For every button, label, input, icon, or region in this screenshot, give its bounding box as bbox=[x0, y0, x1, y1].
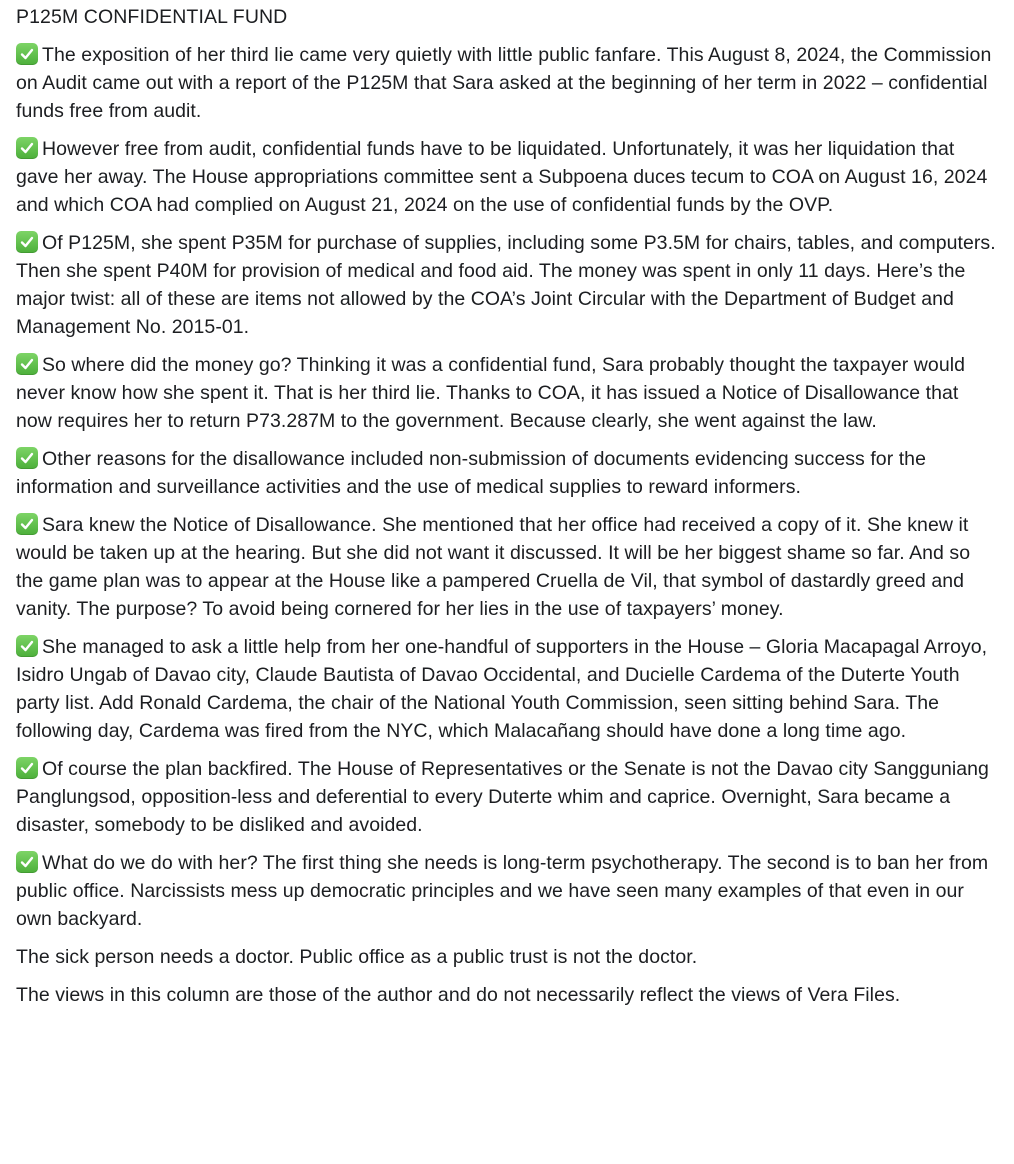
paragraph-2 bbox=[16, 135, 998, 219]
check-mark-icon bbox=[16, 513, 38, 535]
check-mark-icon bbox=[16, 757, 38, 779]
check-mark-icon bbox=[16, 43, 38, 65]
check-mark-icon bbox=[16, 137, 38, 159]
disclaimer-paragraph bbox=[16, 981, 998, 1009]
paragraph-text: Other reasons for the disallowance included non-submission of documents evidencing success for the information and surveillance activities and the use of medical supplies to reward informers. bbox=[16, 448, 926, 498]
paragraph-9 bbox=[16, 849, 998, 933]
paragraph-text: Of course the plan backfired. The House of Representatives or the Senate is not the Davao city Sangguniang Panglungsod, opposition-less and deferential to every Duterte whim and caprice. Overnight, Sara became a disaster, somebody to be disliked and avoided. bbox=[16, 758, 989, 836]
paragraph-text: So where did the money go? Thinking it was a confidential fund, Sara probably thought the taxpayer would never know how she spent it. That is her third lie. Thanks to COA, it has issued a Notice of Disallowance that now requires her to return P73.287M to the government. Because clearly, she went against the law. bbox=[16, 354, 966, 432]
paragraph-7 bbox=[16, 633, 998, 745]
paragraph-1 bbox=[16, 41, 998, 125]
check-mark-icon bbox=[16, 447, 38, 469]
paragraph-8 bbox=[16, 755, 998, 839]
paragraph-text: However free from audit, confidential funds have to be liquidated. Unfortunately, it was her liquidation that gave her away. The House appropriations committee sent a Subpoena duces tecum to COA on August 16, 2024 and which COA had complied on August 21, 2024 on the use of confidential funds by the OVP. bbox=[16, 138, 988, 216]
paragraph-text: Sara knew the Notice of Disallowance. She mentioned that her office had received a copy of it. She knew it would be taken up at the hearing. But she did not want it discussed. It will be her biggest shame so far. And so the game plan was to appear at the House like a pampered Cruella de Vil, that symbol of dastardly greed and vanity. The purpose? To avoid being cornered for her lies in the use of taxpayers’ money. bbox=[16, 514, 971, 620]
paragraph-text: The exposition of her third lie came very quietly with little public fanfare. This August 8, 2024, the Commission on Audit came out with a report of the P125M that Sara asked at the beginning of her term in 2022 – confidential funds free from audit. bbox=[16, 44, 992, 122]
check-mark-icon bbox=[16, 231, 38, 253]
check-mark-icon bbox=[16, 851, 38, 873]
paragraph-text: The sick person needs a doctor. Public office as a public trust is not the doctor. bbox=[16, 946, 698, 968]
check-mark-icon bbox=[16, 353, 38, 375]
paragraph-10 bbox=[16, 943, 998, 971]
paragraph-5 bbox=[16, 445, 998, 501]
paragraph-text: The views in this column are those of the author and do not necessarily reflect the views of Vera Files. bbox=[16, 984, 901, 1006]
check-mark-icon bbox=[16, 635, 38, 657]
paragraph-text: She managed to ask a little help from her one-handful of supporters in the House – Gloria Macapagal Arroyo, Isidro Ungab of Davao city, Claude Bautista of Davao Occidental, and Ducielle Cardema of the Duterte Youth party list. Add Ronald Cardema, the chair of the National Youth Commission, seen sitting behind Sara. The following day, Cardema was fired from the NYC, which Malacañang should have done a long time ago. bbox=[16, 636, 988, 742]
paragraph-6 bbox=[16, 511, 998, 623]
post-title: P125M CONFIDENTIAL FUND bbox=[16, 6, 288, 28]
paragraph-text: Of P125M, she spent P35M for purchase of supplies, including some P3.5M for chairs, tables, and computers. Then she spent P40M for provision of medical and food aid. The money was spent in only 11 days. Here’s the major twist: all of these are items not allowed by the COA’s Joint Circular with the Department of Budget and Management No. 2015-01. bbox=[16, 232, 996, 338]
paragraph-text: What do we do with her? The first thing she needs is long-term psychotherapy. The second is to ban her from public office. Narcissists mess up democratic principles and we have seen many examples of that even in our own backyard. bbox=[16, 852, 989, 930]
paragraph-4 bbox=[16, 351, 998, 435]
paragraph-3 bbox=[16, 229, 998, 341]
